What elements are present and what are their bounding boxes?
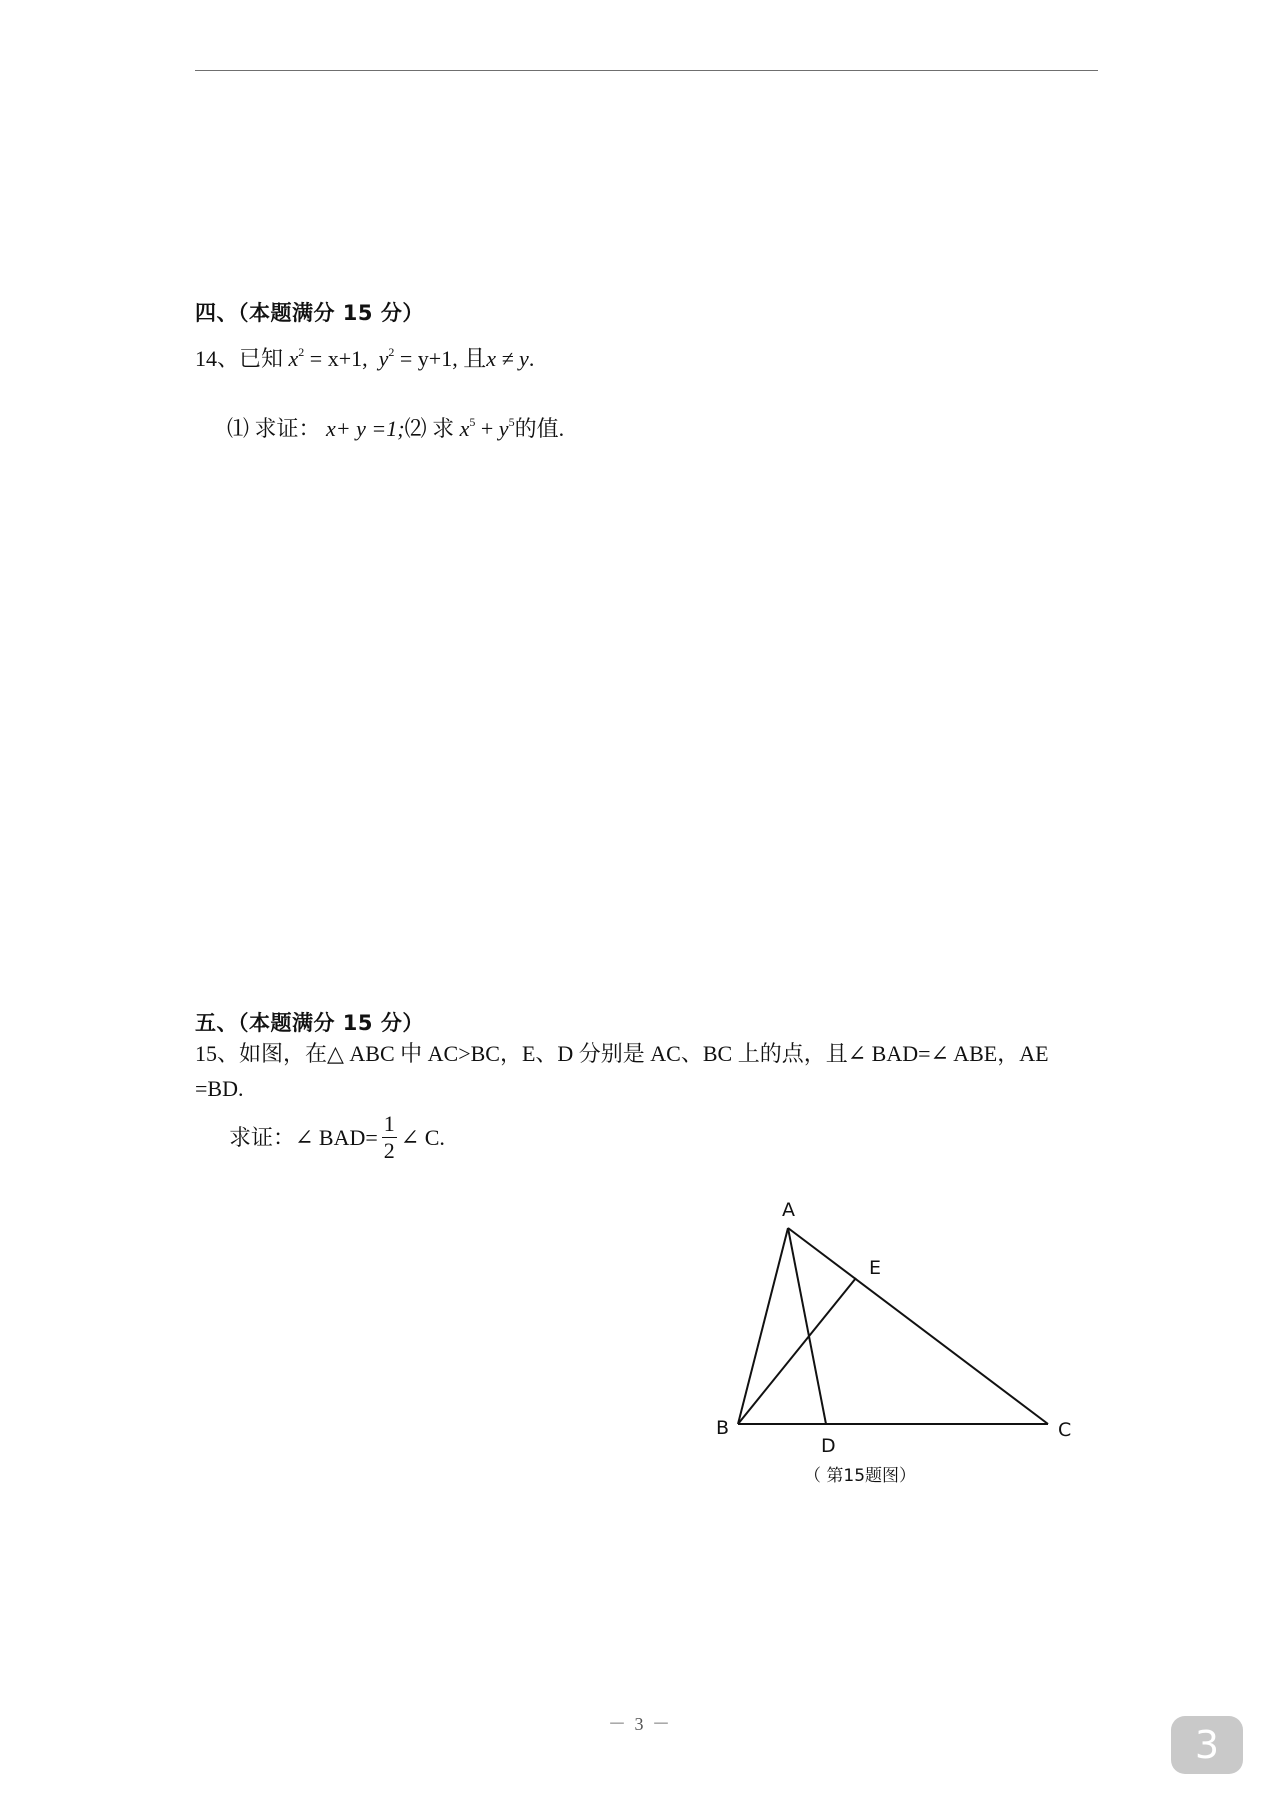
q14-p2-base2: y — [498, 416, 509, 441]
q15-fraction-denominator: 2 — [383, 1138, 395, 1164]
q14-eq1-exp: 2 — [298, 345, 305, 359]
q14-cond-end: . — [528, 346, 535, 371]
q14-number: 14、 — [195, 346, 240, 371]
q15-fraction — [382, 1111, 397, 1164]
segment-AD — [788, 1228, 826, 1424]
q14-p2-end: 的值. — [514, 416, 565, 441]
q14-p2-plus: + — [475, 416, 499, 441]
q14-part1-expr: x+ y =1; — [326, 416, 405, 441]
question-14-statement — [195, 345, 535, 372]
q14-p2-base1: x — [459, 416, 470, 441]
page-number: － 3 － — [608, 1714, 672, 1734]
vertex-label-E: E — [869, 1257, 882, 1279]
q14-cond-word: 且 — [463, 346, 487, 372]
q14-eq2-exp: 2 — [388, 345, 395, 359]
question-15-prove — [229, 1112, 445, 1166]
section-5-heading: 五、（本题满分 15 分） — [195, 1011, 424, 1035]
q15-prove-prefix: 求证：∠ BAD= — [229, 1125, 378, 1150]
question-15-line-2: =BD. — [195, 1076, 244, 1101]
q14-part2-label: 求 — [426, 416, 460, 441]
q14-eq2-rhs: = y+1, — [394, 346, 458, 371]
section-4-heading: 四、（本题满分 15 分） — [195, 301, 424, 325]
vertex-label-C: C — [1058, 1419, 1072, 1441]
q14-eq2-base: y — [378, 346, 389, 371]
page-indicator-badge[interactable]: 3 — [1171, 1716, 1243, 1774]
q14-part1-label: 求证： — [249, 416, 321, 441]
q14-cond-expr: x ≠ y — [486, 346, 529, 371]
q14-p2-exp1: 5 — [469, 415, 476, 429]
header-rule — [195, 70, 1098, 71]
question-15-line-1: 15、如图，在△ ABC 中 AC>BC，E、D 分别是 AC、BC 上的点，且∠ BAD=∠ ABE，AE — [195, 1041, 1049, 1066]
q14-eq1-rhs: = x+1, — [304, 346, 368, 371]
triangle-figure — [700, 1190, 1100, 1510]
q14-part1-num: ⑴ — [227, 416, 250, 441]
q15-prove-suffix: ∠ C. — [400, 1125, 445, 1150]
question-14-parts — [227, 415, 565, 441]
q14-eq1-base: x — [288, 346, 299, 371]
vertex-label-D: D — [821, 1435, 836, 1457]
vertex-label-B: B — [716, 1417, 730, 1439]
vertex-label-A: A — [782, 1199, 795, 1221]
q14-given-label: 已知 — [239, 346, 284, 371]
figure-caption: （ 第15题图） — [804, 1466, 917, 1486]
q14-p2-exp2: 5 — [508, 415, 515, 429]
q15-fraction-numerator: 1 — [383, 1111, 395, 1137]
segment-AC — [788, 1228, 1048, 1424]
q14-part2-num: ⑵ — [404, 416, 427, 441]
